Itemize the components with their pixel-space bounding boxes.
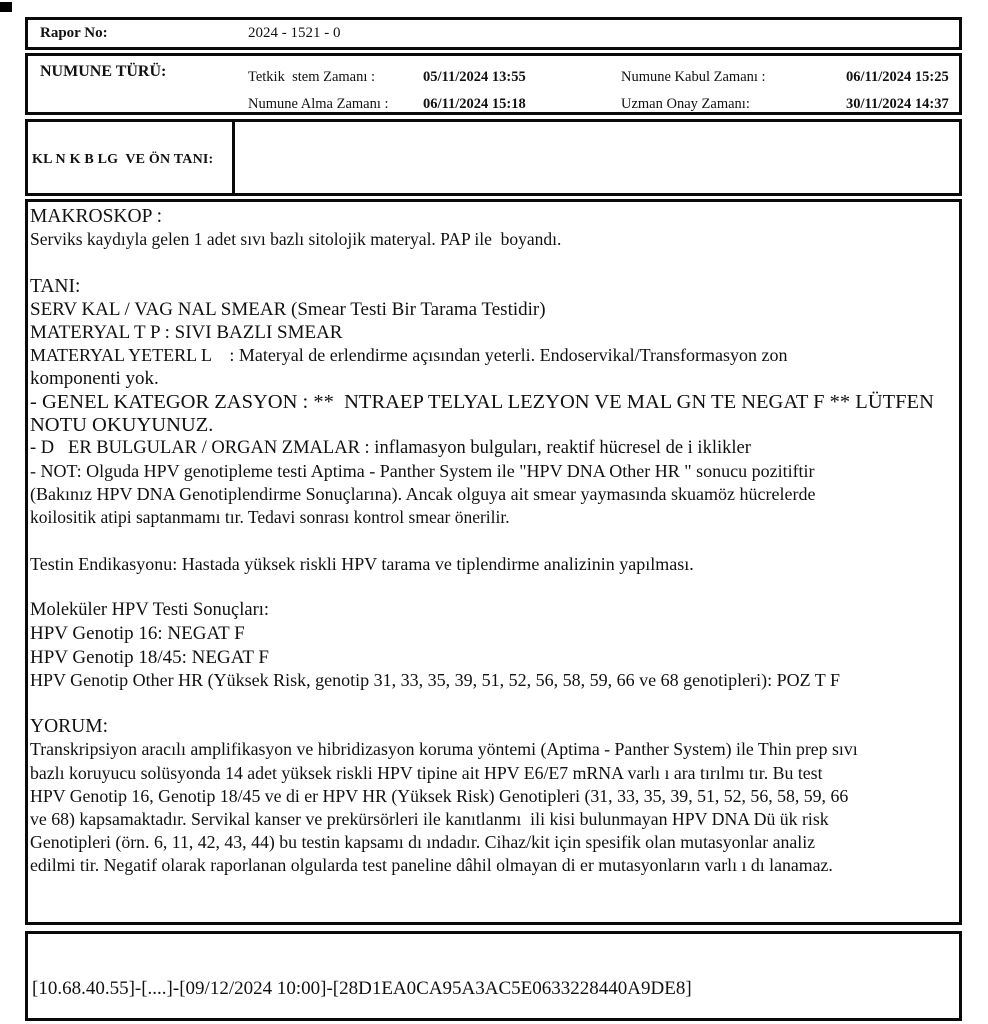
footer-audit-line: [10.68.40.55]-[....]-[09/12/2024 10:00]-[28D1EA0CA95A3AC5E0633228440A9DE8] — [32, 978, 692, 999]
report-text-line — [30, 692, 957, 715]
report-text-line: HPV Genotip 18/45: NEGAT F — [30, 646, 269, 668]
klinik-bilgi-on-tani-box — [25, 119, 962, 196]
numune-kabul-zamani-value: 06/11/2024 15:25 — [846, 69, 949, 85]
report-text-line: - NOT: Olguda HPV genotipleme testi Aptima - Panther System ile "HPV DNA Other HR " sonucu pozitiftir — [30, 461, 815, 482]
report-text-line: MAKROSKOP : — [30, 206, 163, 227]
report-body-box — [25, 199, 962, 925]
report-text-line: MATERYAL T P : SIVI BAZLI SMEAR — [30, 321, 343, 343]
report-text-line: Moleküler HPV Testi Sonuçları: — [30, 600, 270, 621]
tetkik-istem-zamani-label: Tetkik stem Zamanı : — [248, 69, 376, 85]
report-text-line: HPV Genotip 16, Genotip 18/45 ve di er HPV HR (Yüksek Risk) Genotipleri (31, 33, 35, 39, 51, 52, 56, 58, 59, 66 — [30, 785, 849, 806]
rapor-no-label: Rapor No: — [40, 25, 108, 41]
report-text-line: (Bakınız HPV DNA Genotiplendirme Sonuçlarına). Ancak olguya ait smear yaymasında skuamöz hücrelerde — [30, 484, 816, 505]
report-body-text — [30, 205, 957, 877]
report-text-line — [30, 530, 957, 553]
report-text-line: Transkripsiyon aracılı amplifikasyon ve hibridizasyon koruma yöntemi (Aptima - Panther System) ile Thin prep sıvı — [30, 739, 858, 760]
rapor-no-box — [25, 17, 962, 50]
numune-turu-label: NUMUNE TÜRÜ: — [40, 63, 167, 80]
rapor-no-value: 2024 - 1521 - 0 — [248, 25, 341, 41]
klinik-bilgi-on-tani-label: KL N K B LG VE ÖN TANI: — [32, 152, 214, 167]
report-text-line — [30, 251, 957, 274]
report-text-line: SERV KAL / VAG NAL SMEAR (Smear Testi Bir Tarama Testidir) — [30, 298, 546, 320]
numune-alma-zamani-label: Numune Alma Zamanı : — [248, 96, 389, 112]
uzman-onay-zamani-label: Uzman Onay Zamanı: — [621, 96, 750, 112]
report-text-line: Serviks kaydıyla gelen 1 adet sıvı bazlı sitolojik materyal. PAP ile boyandı. — [30, 229, 562, 250]
report-text-line — [30, 576, 957, 599]
uzman-onay-zamani-value: 30/11/2024 14:37 — [846, 96, 949, 112]
report-text-line: YORUM: — [30, 716, 109, 738]
report-text-line: komponenti yok. — [30, 368, 159, 390]
report-text-line: ve 68) kapsamaktadır. Servikal kanser ve prekürsörleri ile kanıtlanmı ili kisi bulunmayan HPV DNA Dü ük risk — [30, 808, 829, 829]
report-text-line: bazlı koruyucu solüsyonda 14 adet yüksek riskli HPV tipine ait HPV E6/E7 mRNA varlı ı ara tırılmı tır. Bu test — [30, 762, 823, 783]
footer-box — [25, 931, 962, 1021]
report-text-line: - GENEL KATEGOR ZASYON : ** NTRAEP TELYAL LEZYON VE MAL GN TE NEGAT F ** LÜTFEN — [30, 390, 934, 413]
numune-turu-box — [25, 53, 962, 115]
report-text-line: edilmi tir. Negatif olarak raporlanan olgularda test paneline dâhil olmayan di er mutasyonların varlı ı dı lanamaz. — [30, 855, 833, 876]
report-text-line: MATERYAL YETERL L : Materyal de erlendirme açısından yeterli. Endoservikal/Transformasyon zon — [30, 345, 788, 366]
report-text-line: HPV Genotip 16: NEGAT F — [30, 623, 245, 645]
numune-alma-zamani-value: 06/11/2024 15:18 — [423, 96, 526, 112]
cell-divider — [232, 122, 235, 193]
tetkik-istem-zamani-value: 05/11/2024 13:55 — [423, 69, 526, 85]
report-text-line: NOTU OKUYUNUZ. — [30, 413, 214, 436]
numune-kabul-zamani-label: Numune Kabul Zamanı : — [621, 69, 766, 85]
report-text-line: - D ER BULGULAR / ORGAN ZMALAR : inflamasyon bulguları, reaktif hücresel de i iklikler — [30, 437, 751, 458]
report-text-line: TANI: — [30, 275, 81, 297]
report-text-line: HPV Genotip Other HR (Yüksek Risk, genotip 31, 33, 35, 39, 51, 52, 56, 58, 59, 66 ve 68 genotipleri): POZ T F — [30, 669, 840, 690]
scan-artifact-mark — [0, 2, 12, 12]
report-text-line: Testin Endikasyonu: Hastada yüksek riskli HPV tarama ve tiplendirme analizinin yapılması. — [30, 553, 694, 574]
report-text-line: Genotipleri (örn. 6, 11, 42, 43, 44) bu testin kapsamı dı ındadır. Cihaz/kit için spesifik olan mutasyonlar analiz — [30, 832, 816, 853]
report-text-line: koilositik atipi saptanmamı tır. Tedavi sonrası kontrol smear önerilir. — [30, 507, 510, 528]
